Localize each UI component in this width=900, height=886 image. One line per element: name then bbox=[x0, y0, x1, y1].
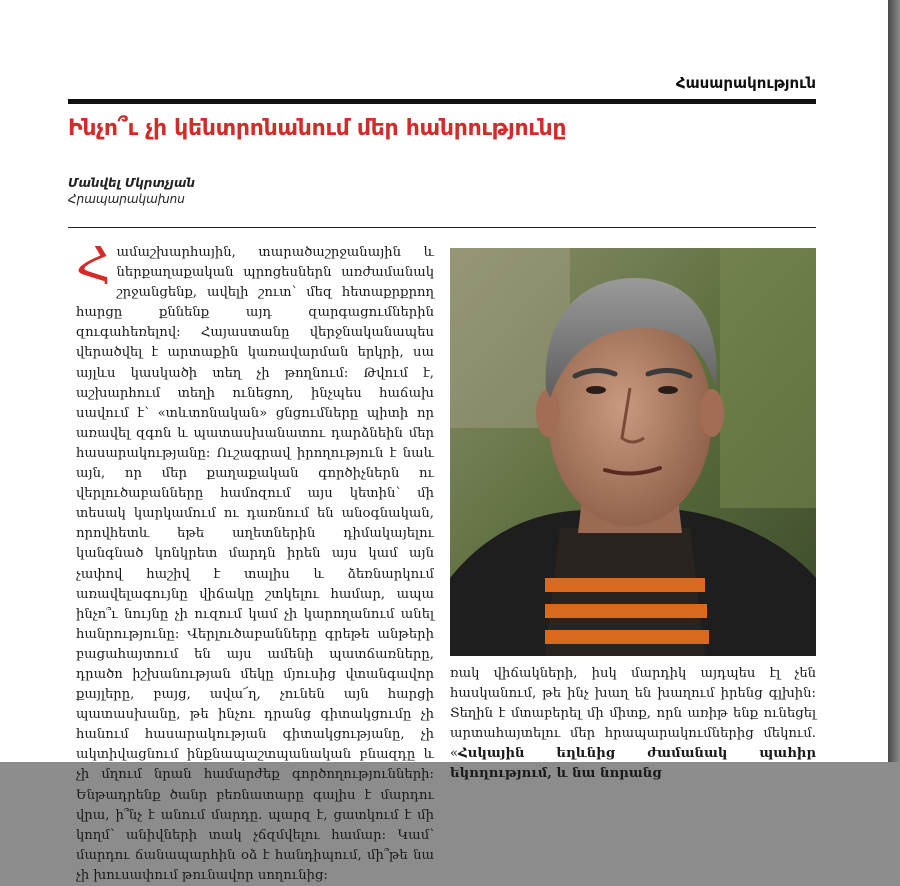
section-label: Հասարակություն bbox=[675, 74, 816, 92]
drop-cap: Հ bbox=[76, 237, 111, 293]
right-column-bold-text: Հսկային եղևնից ժամանակ պահիր եկողությում, և նա նորանց bbox=[450, 746, 816, 782]
author-portrait-photo bbox=[450, 248, 816, 656]
page-shadow bbox=[888, 0, 900, 762]
article-body-left-column bbox=[76, 237, 434, 883]
article-body-right-column bbox=[450, 664, 816, 782]
header-rule bbox=[68, 99, 816, 104]
author-role: Հրապարակախոս bbox=[68, 192, 185, 206]
portrait-photo-icon bbox=[450, 248, 816, 656]
byline-rule bbox=[68, 227, 816, 228]
left-column-text: ամաշխարհային, տարածաշրջանային և ներքաղաքական պրոցեսներն առժամանակ շրջանցենք, ավելի շուտ՝ մեզ հետաքրքրող հարցը քննենք այդ զարգացումներին զուգահեռելով: Հայաստանը վերջնականապես վերածվել է արտաքին կառավարման երկրի, սա այլևս կասկածի տեղ չի թողնում: Թվում է, աշխարհում տեղի ունեցող, ինչպես հաճախ սավում է՝ «տևտոնական» ցնցումները պիտի որ առավել զգոն և պատասխանատու դարձնեին մեր հասարակությանը: Ուշագրավ իրողություն է նաև այն, որ մեր քաղաքական գործիչներն ու վերլուծաբանները համոզում այս կետին՝ մի տեսակ կարկամում ու դառնում են անօգնական, որովհետև եթե աղետներին դիմակայելու կանգնած կոնկրետ մարդն իրեն այս կամ այն չափով հաշիվ է տալիս և ձեռնարկում առավելագույնը վիճակը շտկելու համար, ապա ինչո՞ւ նույնը չի ուզում կամ չի կարողանում անել հանրությունը: Վերլուծաբանները գրեթե անթերի բացահայտում են այս ամենի պատճառները, դրածո իշխանության մեկը մյուսից վտանգավոր քայլերը, բայց, ավա՜ղ, չունեն այն հարցի պատասխանը, թե ինչու դրանց գիտակցումը չի հանում հասարակության գիտակցությանը, չի ակտիվացնում ինքնապաշտպանական բնազդը և չի մղում նրան համարժեք գործողությունների: Ենթադրենք ծանր բեռնատարը գալիս է մարդու վրա, ի՞նչ է անում մարդը. պարզ է, ցատկում է մի կողմ՝ անիվների տակ չճզմվելու համար: Կամ՝ մարդու ճանապարհին օձ է հանդիպում, մի՞թե նա չի խուսափում թունավոր սողունից: bbox=[76, 245, 434, 883]
article-title: Ինչո՞ւ չի կենտրոնանում մեր հանրությունը bbox=[68, 116, 567, 141]
author-name: Մանվել Մկրտչյան bbox=[68, 176, 195, 190]
right-column-text: ռակ վիճակների, իսկ մարդիկ այդպես էլ չեն հասկանում, թե ինչ խաղ են խաղում իրենց գլխին: Տեղին է մտաբերել մի միտք, որն առիթ ենք ունեցել արտահայտելու մեր հրապարակումներից մեկում. « bbox=[450, 666, 816, 762]
